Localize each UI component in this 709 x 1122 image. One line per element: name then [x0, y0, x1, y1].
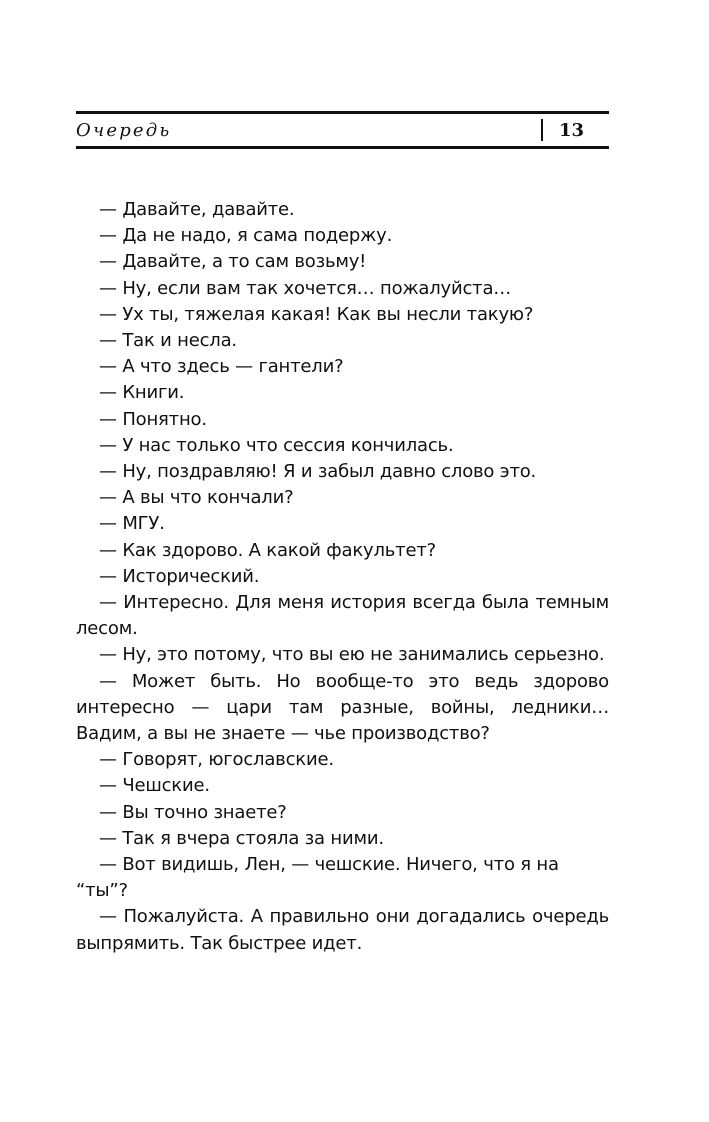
- dialogue-line: — Вот видишь, Лен, — чешские. Ничего, что я на “ты”?: [76, 854, 559, 902]
- dialogue-line: — Давайте, давайте.: [99, 199, 295, 220]
- dialogue-line: — Ну, поздравляю! Я и забыл давно слово это.: [99, 461, 537, 483]
- page-number: 13: [559, 120, 585, 141]
- page-body: [76, 197, 609, 957]
- dialogue-line: — А вы что кончали?: [99, 487, 294, 509]
- dialogue-line: — Давайте, а то сам возьму!: [99, 251, 367, 273]
- dialogue-line: — МГУ.: [99, 513, 165, 535]
- dialogue-line: — Чешские.: [99, 775, 210, 797]
- dialogue-line: — А что здесь — гантели?: [99, 356, 344, 378]
- dialogue-line: — Понятно.: [99, 408, 207, 430]
- dialogue-line: — Ну, если вам так хочется… пожалуйста…: [99, 277, 512, 299]
- dialogue-line: — У нас только что сессия кончилась.: [99, 434, 454, 456]
- dialogue-line: — Как здорово. А какой факультет?: [99, 539, 436, 561]
- dialogue-line: — Так и несла.: [99, 330, 237, 352]
- dialogue-line: — Книги.: [99, 382, 185, 404]
- dialogue-line: — Пожалуйста. А правильно они догадались очередь выпрямить. Так быстрее идет.: [76, 906, 609, 954]
- dialogue-line: — Может быть. Но вообще-то это ведь здорово интересно — цари там разные, войны, ледники… Вадим, а вы не знаете — чье производство?: [76, 670, 609, 745]
- dialogue-line: — Ну, это потому, что вы ею не занимались серьезно.: [99, 644, 605, 666]
- running-title: Очередь: [76, 120, 172, 141]
- running-header: [76, 111, 609, 149]
- dialogue-line: — Говорят, югославские.: [99, 749, 334, 771]
- dialogue-line: — Ух ты, тяжелая какая! Как вы несли такую?: [99, 303, 534, 325]
- dialogue-line: — Интересно. Для меня история всегда была темным лесом.: [76, 592, 609, 640]
- dialogue-line: — Да не надо, я сама подержу.: [99, 225, 393, 247]
- dialogue-line: — Исторический.: [99, 565, 260, 587]
- dialogue-line: — Вы точно знаете?: [99, 801, 287, 823]
- dialogue-line: — Так я вчера стояла за ними.: [99, 827, 384, 849]
- header-divider: [541, 119, 543, 141]
